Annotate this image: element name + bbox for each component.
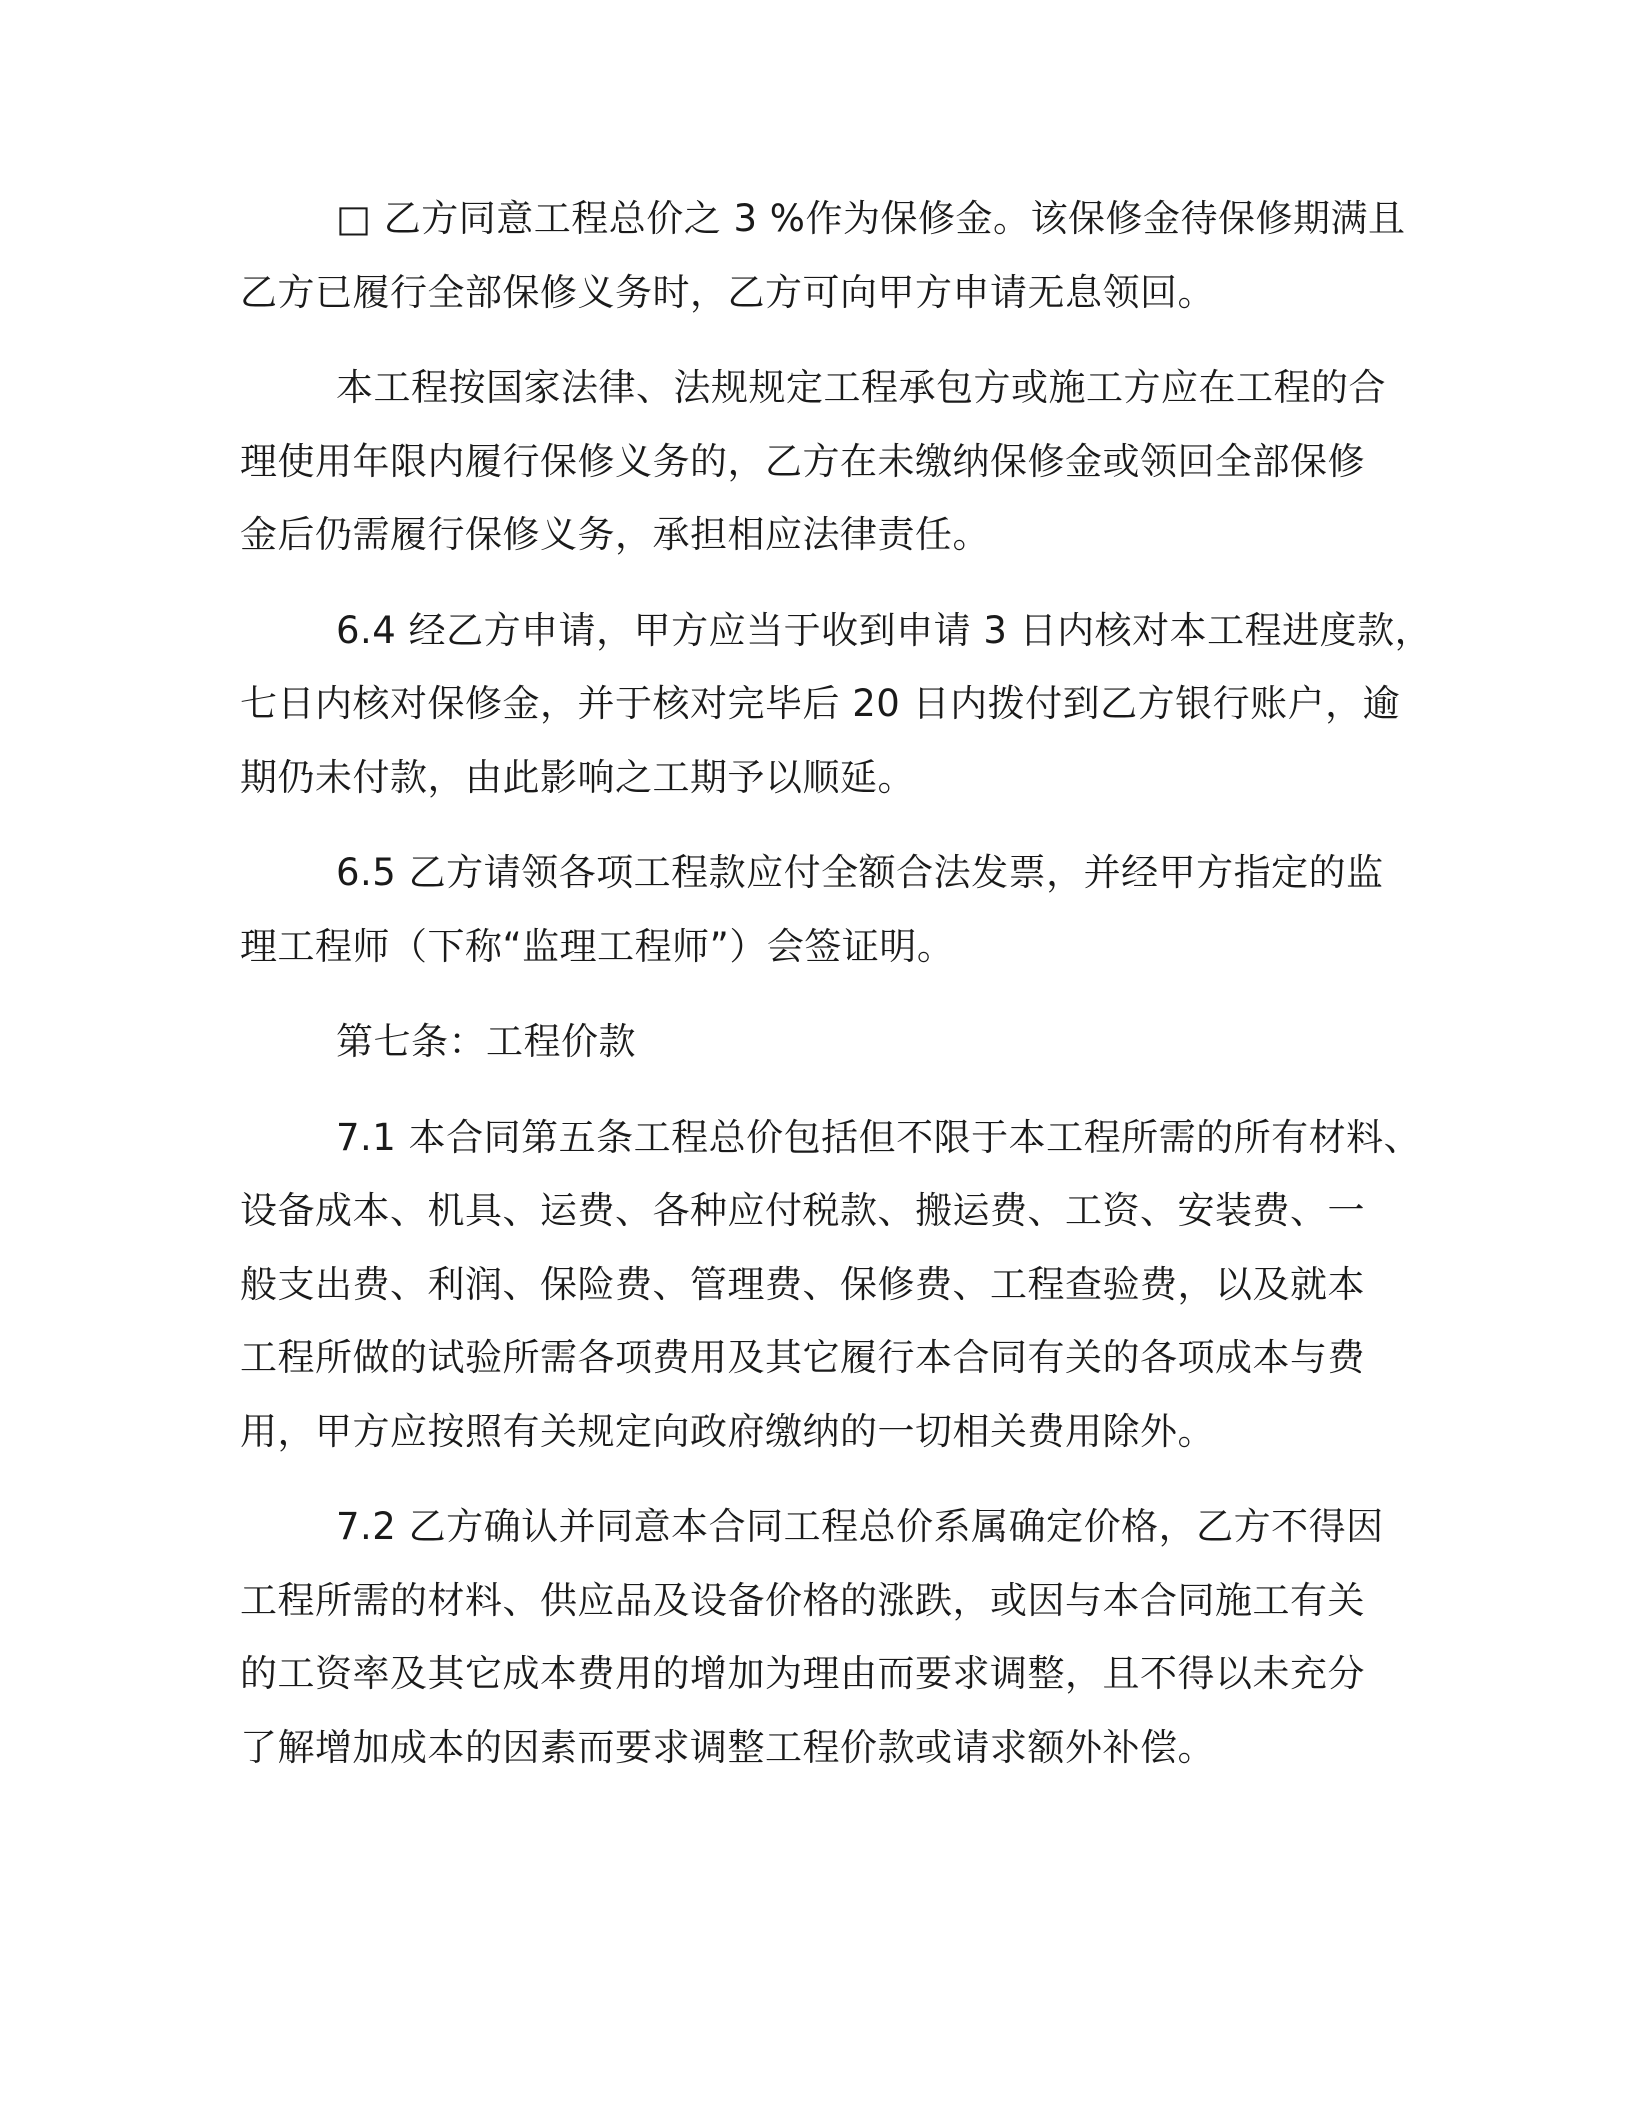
paragraph-line: 设备成本、机具、运费、各种应付税款、搬运费、工资、安装费、一	[240, 1189, 1365, 1232]
paragraph-line: 理使用年限内履行保修义务的，乙方在未缴纳保修金或领回全部保修	[240, 439, 1365, 483]
paragraph-line: 七日内核对保修金，并于核对完毕后 20 日内拨付到乙方银行账户，逾	[240, 682, 1401, 725]
paragraph-retention-money	[240, 182, 1406, 329]
paragraph-line: 理工程师（下称“监理工程师”）会签证明。	[240, 924, 955, 968]
paragraph-line: 用，甲方应按照有关规定向政府缴纳的一切相关费用除外。	[240, 1409, 1215, 1453]
paragraph-clause-6-4	[240, 594, 1433, 815]
paragraph-line: 7.2 乙方确认并同意本合同工程总价系属确定价格，乙方不得因	[336, 1505, 1384, 1548]
paragraph-line: 6.4 经乙方申请，甲方应当于收到申请 3 日内核对本工程进度款，	[336, 608, 1433, 652]
paragraph-line: 工程所做的试验所需各项费用及其它履行本合同有关的各项成本与费	[240, 1336, 1365, 1379]
paragraph-line: 6.5 乙方请领各项工程款应付全额合法发票，并经甲方指定的监	[336, 851, 1384, 894]
paragraph-line: 7.1 本合同第五条工程总价包括但不限于本工程所需的所有材料、	[336, 1115, 1422, 1159]
article-heading: 第七条：工程价款	[336, 1020, 636, 1063]
paragraph-line: 乙方已履行全部保修义务时，乙方可向甲方申请无息领回。	[240, 270, 1215, 314]
paragraph-line: 期仍未付款，由此影响之工期予以顺延。	[240, 755, 915, 799]
paragraph-clause-7-2	[240, 1490, 1400, 1784]
paragraph-line: 般支出费、利润、保险费、管理费、保修费、工程查验费，以及就本	[240, 1262, 1365, 1306]
paragraph-clause-7-1	[240, 1101, 1422, 1469]
paragraph-line: 的工资率及其它成本费用的增加为理由而要求调整，且不得以未充分	[240, 1652, 1365, 1695]
paragraph-line: 金后仍需履行保修义务，承担相应法律责任。	[240, 513, 990, 556]
paragraph-warranty-obligation	[240, 351, 1400, 572]
paragraph-clause-6-5	[240, 836, 1400, 983]
document-body	[240, 182, 1433, 1806]
paragraph-line: □ 乙方同意工程总价之 3 %作为保修金。该保修金待保修期满且	[336, 197, 1406, 240]
paragraph-line: 了解增加成本的因素而要求调整工程价款或请求额外补偿。	[240, 1725, 1215, 1769]
paragraph-line: 工程所需的材料、供应品及设备价格的涨跌，或因与本合同施工有关	[240, 1578, 1365, 1622]
paragraph-line: 本工程按国家法律、法规规定工程承包方或施工方应在工程的合	[336, 366, 1386, 409]
